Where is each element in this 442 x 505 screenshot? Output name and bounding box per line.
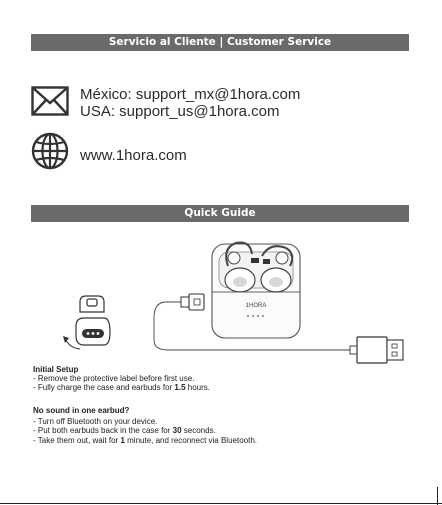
page-border-bottom xyxy=(0,503,442,504)
contact-email-mexico: México: support_mx@1hora.com xyxy=(80,86,301,103)
remove-label-icon xyxy=(63,296,110,349)
page-border-right xyxy=(437,487,438,505)
charging-illustration xyxy=(0,226,442,366)
initial-setup-heading: Initial Setup xyxy=(33,365,79,374)
no-sound-step-2: - Put both earbuds back in the case for 30 seconds. xyxy=(33,426,216,435)
charging-case-icon xyxy=(212,242,300,338)
contact-email-usa: USA: support_us@1hora.com xyxy=(80,103,280,120)
no-sound-step-3: - Take them out, wait for 1 minute, and reconnect via Bluetooth. xyxy=(33,436,257,445)
case-brand-label: 1HORA xyxy=(245,303,267,309)
customer-service-header: Servicio al Cliente | Customer Service xyxy=(31,34,409,51)
initial-setup-step-1: - Remove the protective label before first use. xyxy=(33,374,195,383)
initial-setup-step-2: - Fully charge the case and earbuds for 1.5 hours. xyxy=(33,383,211,392)
envelope-icon xyxy=(31,86,69,116)
contact-website: www.1hora.com xyxy=(80,147,187,164)
no-sound-heading: No sound in one earbud? xyxy=(33,406,130,415)
globe-icon xyxy=(31,132,69,170)
quick-guide-header: Quick Guide xyxy=(31,205,409,222)
no-sound-step-1: - Turn off Bluetooth on your device. xyxy=(33,417,158,426)
